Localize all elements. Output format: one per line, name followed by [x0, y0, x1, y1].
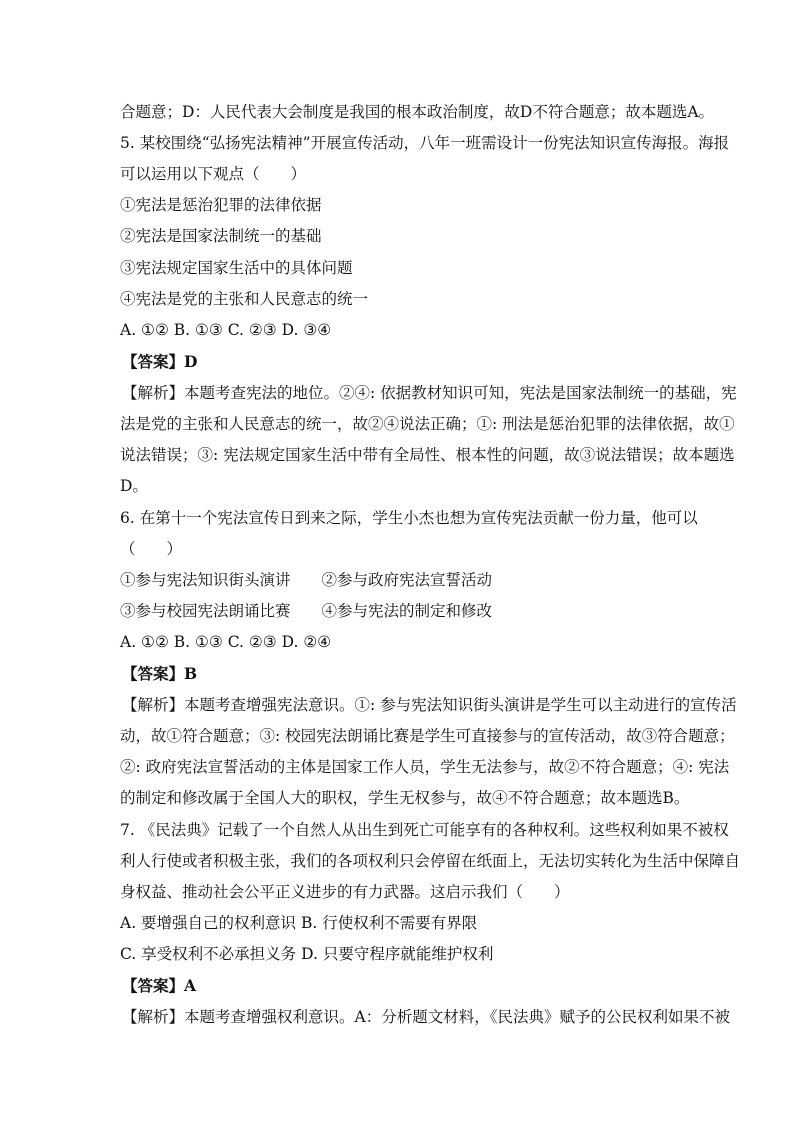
- answer-choices: C. 享受权利不必承担义务 D. 只要守程序就能维护权利: [120, 945, 494, 963]
- option-statement: ③参与校园宪法朗诵比赛 ④参与宪法的制定和修改: [120, 602, 493, 620]
- analysis-text: ②: 政府宪法宣誓活动的主体是国家工作人员，学生无法参与，故②不符合题意；④: 宪法: [120, 758, 730, 776]
- answer-label: 【答案】A: [122, 976, 197, 995]
- text-line: （ ）: [120, 540, 183, 558]
- analysis-text: 【解析】本题考查增强权利意识。A：分析题文材料，《民法典》赋予的公民权利如果不被: [122, 1008, 730, 1026]
- answer-label: 【答案】D: [122, 352, 198, 371]
- option-statement: ①参与宪法知识街头演讲 ②参与政府宪法宣誓活动: [120, 571, 493, 589]
- question-5-stem: 5. 某校围绕“弘扬宪法精神”开展宣传活动，八年一班需设计一份宪法知识宣传海报。海报: [120, 134, 730, 152]
- option-statement: ③宪法规定国家生活中的具体问题: [120, 259, 353, 277]
- question-6-stem: 6. 在第十一个宪法宣传日到来之际，学生小杰也想为宣传宪法贡献一份力量，他可以: [120, 509, 698, 527]
- answer-label: 【答案】B: [122, 664, 198, 683]
- text-line: 合题意；D：人民代表大会制度是我国的根本政治制度，故D不符合题意；故本题选A。: [120, 103, 715, 121]
- analysis-text: 动，故①符合题意；③: 校园宪法朗诵比赛是学生可直接参与的宣传活动，故③符合题意；: [120, 727, 735, 745]
- answer-choices: A. ①② B. ①③ C. ②③ D. ②④: [120, 633, 332, 651]
- text-line: 身权益、推动社会公平正义进步的有力武器。这启示我们（ ）: [120, 883, 570, 901]
- answer-choices: A. 要增强自己的权利意识 B. 行使权利不需要有界限: [120, 914, 478, 932]
- option-statement: ②宪法是国家法制统一的基础: [120, 227, 322, 245]
- answer-choices: A. ①② B. ①③ C. ②③ D. ③④: [120, 321, 332, 339]
- option-statement: ①宪法是惩治犯罪的法律依据: [120, 196, 322, 214]
- analysis-text: D。: [120, 477, 148, 495]
- question-7-stem: 7. 《民法典》记载了一个自然人从出生到死亡可能享有的各种权利。这些权利如果不被权: [120, 821, 729, 839]
- analysis-text: 法是党的主张和人民意志的统一，故②④说法正确；①: 刑法是惩治犯罪的法律依据，故①: [120, 415, 735, 433]
- analysis-text: 的制定和修改属于全国人大的职权，学生无权参与，故④不符合题意；故本题选B。: [120, 789, 690, 807]
- analysis-text: 说法错误；③: 宪法规定国家生活中带有全局性、根本性的问题，故③说法错误；故本题选: [120, 446, 735, 464]
- text-line: 可以运用以下观点（ ）: [120, 165, 307, 183]
- analysis-text: 【解析】本题考查增强宪法意识。①: 参与宪法知识街头演讲是学生可以主动进行的宣传活: [122, 696, 737, 714]
- text-line: 利人行使或者积极主张，我们的各项权利只会停留在纸面上，无法切实转化为生活中保障自: [120, 852, 741, 870]
- analysis-text: 【解析】本题考查宪法的地位。②④: 依据教材知识可知，宪法是国家法制统一的基础，宪: [122, 384, 737, 402]
- option-statement: ④宪法是党的主张和人民意志的统一: [120, 290, 369, 308]
